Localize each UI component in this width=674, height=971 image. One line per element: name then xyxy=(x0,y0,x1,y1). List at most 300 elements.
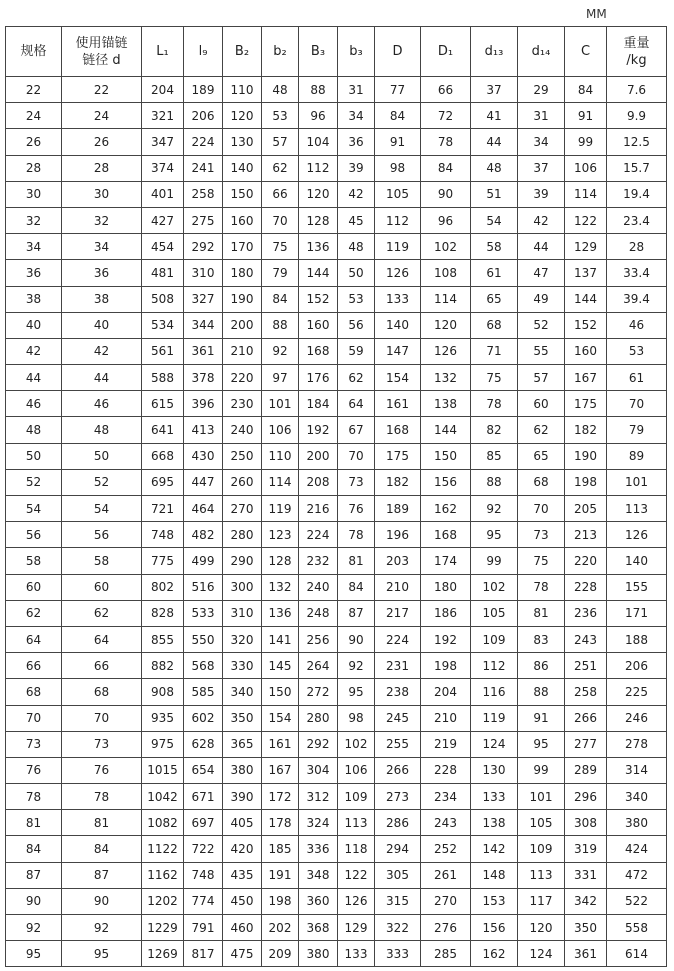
table-cell: 641 xyxy=(142,417,184,443)
table-cell: 200 xyxy=(223,312,262,338)
table-cell: 331 xyxy=(565,862,607,888)
table-cell: 1082 xyxy=(142,810,184,836)
table-cell: 81 xyxy=(6,810,62,836)
table-cell: 360 xyxy=(299,888,338,914)
table-cell: 1162 xyxy=(142,862,184,888)
table-cell: 128 xyxy=(299,207,338,233)
table-row xyxy=(6,103,667,129)
table-cell: 224 xyxy=(375,626,421,652)
table-cell: 209 xyxy=(262,941,299,967)
table-cell: 81 xyxy=(518,600,565,626)
table-cell: 30 xyxy=(6,181,62,207)
table-cell: 64 xyxy=(6,626,62,652)
table-cell: 340 xyxy=(223,679,262,705)
table-row xyxy=(6,286,667,312)
table-cell: 12.5 xyxy=(607,129,667,155)
table-row xyxy=(6,469,667,495)
table-cell: 90 xyxy=(6,888,62,914)
table-cell: 133 xyxy=(375,286,421,312)
table-row xyxy=(6,77,667,103)
table-cell: 84 xyxy=(421,155,471,181)
table-cell: 155 xyxy=(607,574,667,600)
table-cell: 270 xyxy=(223,496,262,522)
table-cell: 192 xyxy=(299,417,338,443)
table-cell: 342 xyxy=(565,888,607,914)
table-cell: 50 xyxy=(6,443,62,469)
table-cell: 182 xyxy=(375,469,421,495)
table-cell: 73 xyxy=(338,469,375,495)
table-cell: 101 xyxy=(262,391,299,417)
table-cell: 96 xyxy=(421,207,471,233)
table-cell: 28 xyxy=(6,155,62,181)
table-cell: 238 xyxy=(375,679,421,705)
table-cell: 119 xyxy=(375,234,421,260)
table-cell: 45 xyxy=(338,207,375,233)
table-cell: 454 xyxy=(142,234,184,260)
table-cell: 156 xyxy=(471,915,518,941)
specification-table xyxy=(5,26,667,967)
table-cell: 721 xyxy=(142,496,184,522)
table-cell: 144 xyxy=(565,286,607,312)
table-cell: 1202 xyxy=(142,888,184,914)
table-cell: 319 xyxy=(565,836,607,862)
table-cell: 380 xyxy=(299,941,338,967)
table-cell: 88 xyxy=(518,679,565,705)
table-cell: 241 xyxy=(184,155,223,181)
table-cell: 192 xyxy=(421,626,471,652)
table-cell: 320 xyxy=(223,626,262,652)
table-cell: 333 xyxy=(375,941,421,967)
table-cell: 380 xyxy=(607,810,667,836)
table-cell: 138 xyxy=(471,810,518,836)
table-cell: 56 xyxy=(62,522,142,548)
table-cell: 96 xyxy=(299,103,338,129)
table-cell: 19.4 xyxy=(607,181,667,207)
table-cell: 109 xyxy=(471,626,518,652)
table-cell: 95 xyxy=(62,941,142,967)
table-cell: 52 xyxy=(6,469,62,495)
table-cell: 109 xyxy=(518,836,565,862)
table-cell: 75 xyxy=(262,234,299,260)
table-cell: 110 xyxy=(262,443,299,469)
table-cell: 1122 xyxy=(142,836,184,862)
table-cell: 286 xyxy=(375,810,421,836)
table-cell: 61 xyxy=(471,260,518,286)
table-cell: 102 xyxy=(421,234,471,260)
table-cell: 508 xyxy=(142,286,184,312)
table-cell: 26 xyxy=(6,129,62,155)
table-row xyxy=(6,338,667,364)
table-cell: 185 xyxy=(262,836,299,862)
table-cell: 108 xyxy=(421,260,471,286)
table-cell: 168 xyxy=(299,338,338,364)
table-cell: 15.7 xyxy=(607,155,667,181)
table-cell: 252 xyxy=(421,836,471,862)
table-cell: 224 xyxy=(299,522,338,548)
table-cell: 122 xyxy=(338,862,375,888)
table-cell: 270 xyxy=(421,888,471,914)
table-cell: 66 xyxy=(62,653,142,679)
table-cell: 132 xyxy=(262,574,299,600)
table-cell: 67 xyxy=(338,417,375,443)
table-cell: 184 xyxy=(299,391,338,417)
table-cell: 87 xyxy=(6,862,62,888)
table-cell: 105 xyxy=(375,181,421,207)
table-cell: 24 xyxy=(62,103,142,129)
table-cell: 86 xyxy=(518,653,565,679)
column-header: D₁ xyxy=(421,27,471,77)
table-cell: 92 xyxy=(338,653,375,679)
table-cell: 817 xyxy=(184,941,223,967)
table-cell: 58 xyxy=(62,548,142,574)
table-cell: 260 xyxy=(223,469,262,495)
table-cell: 34 xyxy=(518,129,565,155)
table-cell: 220 xyxy=(565,548,607,574)
table-cell: 132 xyxy=(421,365,471,391)
table-cell: 289 xyxy=(565,757,607,783)
table-cell: 138 xyxy=(421,391,471,417)
table-cell: 460 xyxy=(223,915,262,941)
table-cell: 81 xyxy=(62,810,142,836)
table-cell: 70 xyxy=(262,207,299,233)
table-cell: 198 xyxy=(421,653,471,679)
table-cell: 336 xyxy=(299,836,338,862)
table-cell: 305 xyxy=(375,862,421,888)
table-cell: 22 xyxy=(6,77,62,103)
table-cell: 120 xyxy=(421,312,471,338)
table-cell: 140 xyxy=(375,312,421,338)
table-cell: 56 xyxy=(6,522,62,548)
table-cell: 53 xyxy=(262,103,299,129)
table-cell: 292 xyxy=(299,731,338,757)
table-cell: 516 xyxy=(184,574,223,600)
table-cell: 57 xyxy=(518,365,565,391)
table-cell: 278 xyxy=(607,731,667,757)
table-cell: 348 xyxy=(299,862,338,888)
table-row xyxy=(6,915,667,941)
table-cell: 39 xyxy=(518,181,565,207)
table-cell: 140 xyxy=(607,548,667,574)
column-header: C xyxy=(565,27,607,77)
table-cell: 70 xyxy=(607,391,667,417)
table-cell: 68 xyxy=(471,312,518,338)
unit-label: MM xyxy=(586,7,607,21)
table-cell: 482 xyxy=(184,522,223,548)
table-cell: 84 xyxy=(338,574,375,600)
table-cell: 290 xyxy=(223,548,262,574)
table-cell: 450 xyxy=(223,888,262,914)
table-row xyxy=(6,443,667,469)
table-cell: 243 xyxy=(421,810,471,836)
column-header: D xyxy=(375,27,421,77)
table-row xyxy=(6,234,667,260)
table-cell: 142 xyxy=(471,836,518,862)
table-cell: 78 xyxy=(62,784,142,810)
table-cell: 272 xyxy=(299,679,338,705)
table-cell: 42 xyxy=(518,207,565,233)
table-cell: 102 xyxy=(471,574,518,600)
table-cell: 52 xyxy=(518,312,565,338)
table-cell: 137 xyxy=(565,260,607,286)
table-cell: 42 xyxy=(6,338,62,364)
table-cell: 40 xyxy=(62,312,142,338)
table-cell: 24 xyxy=(6,103,62,129)
table-cell: 178 xyxy=(262,810,299,836)
table-cell: 255 xyxy=(375,731,421,757)
table-cell: 350 xyxy=(223,705,262,731)
table-cell: 60 xyxy=(62,574,142,600)
table-cell: 882 xyxy=(142,653,184,679)
table-cell: 73 xyxy=(62,731,142,757)
table-cell: 70 xyxy=(518,496,565,522)
table-cell: 1269 xyxy=(142,941,184,967)
table-cell: 243 xyxy=(565,626,607,652)
table-cell: 324 xyxy=(299,810,338,836)
table-cell: 64 xyxy=(338,391,375,417)
table-cell: 36 xyxy=(338,129,375,155)
table-cell: 109 xyxy=(338,784,375,810)
table-cell: 49 xyxy=(518,286,565,312)
table-cell: 31 xyxy=(518,103,565,129)
table-cell: 52 xyxy=(62,469,142,495)
table-cell: 66 xyxy=(262,181,299,207)
table-cell: 40 xyxy=(6,312,62,338)
table-row xyxy=(6,862,667,888)
table-cell: 246 xyxy=(607,705,667,731)
table-cell: 378 xyxy=(184,365,223,391)
table-cell: 225 xyxy=(607,679,667,705)
table-cell: 95 xyxy=(338,679,375,705)
table-cell: 32 xyxy=(6,207,62,233)
table-cell: 110 xyxy=(223,77,262,103)
table-cell: 191 xyxy=(262,862,299,888)
table-cell: 213 xyxy=(565,522,607,548)
table-cell: 112 xyxy=(299,155,338,181)
table-row xyxy=(6,731,667,757)
table-cell: 275 xyxy=(184,207,223,233)
table-cell: 264 xyxy=(299,653,338,679)
table-cell: 136 xyxy=(299,234,338,260)
table-cell: 280 xyxy=(223,522,262,548)
table-cell: 361 xyxy=(565,941,607,967)
table-cell: 420 xyxy=(223,836,262,862)
table-cell: 182 xyxy=(565,417,607,443)
table-cell: 79 xyxy=(607,417,667,443)
table-cell: 130 xyxy=(223,129,262,155)
table-cell: 48 xyxy=(6,417,62,443)
table-row xyxy=(6,129,667,155)
table-cell: 401 xyxy=(142,181,184,207)
table-cell: 38 xyxy=(6,286,62,312)
table-cell: 105 xyxy=(471,600,518,626)
table-cell: 802 xyxy=(142,574,184,600)
table-cell: 98 xyxy=(375,155,421,181)
table-cell: 668 xyxy=(142,443,184,469)
table-row xyxy=(6,679,667,705)
table-cell: 176 xyxy=(299,365,338,391)
table-cell: 228 xyxy=(421,757,471,783)
table-cell: 92 xyxy=(262,338,299,364)
table-cell: 76 xyxy=(338,496,375,522)
table-cell: 50 xyxy=(338,260,375,286)
table-cell: 189 xyxy=(184,77,223,103)
table-cell: 95 xyxy=(471,522,518,548)
table-cell: 170 xyxy=(223,234,262,260)
column-header: l₉ xyxy=(184,27,223,77)
table-cell: 161 xyxy=(375,391,421,417)
table-cell: 64 xyxy=(62,626,142,652)
table-cell: 330 xyxy=(223,653,262,679)
table-row xyxy=(6,600,667,626)
table-cell: 37 xyxy=(518,155,565,181)
table-cell: 550 xyxy=(184,626,223,652)
table-cell: 224 xyxy=(184,129,223,155)
table-cell: 312 xyxy=(299,784,338,810)
table-cell: 153 xyxy=(471,888,518,914)
table-cell: 54 xyxy=(471,207,518,233)
table-cell: 42 xyxy=(338,181,375,207)
header-row xyxy=(6,27,667,77)
table-cell: 568 xyxy=(184,653,223,679)
table-cell: 204 xyxy=(142,77,184,103)
table-cell: 66 xyxy=(6,653,62,679)
table-cell: 68 xyxy=(518,469,565,495)
table-cell: 60 xyxy=(6,574,62,600)
table-cell: 273 xyxy=(375,784,421,810)
table-cell: 210 xyxy=(421,705,471,731)
table-cell: 144 xyxy=(299,260,338,286)
table-cell: 152 xyxy=(299,286,338,312)
table-cell: 266 xyxy=(565,705,607,731)
table-cell: 141 xyxy=(262,626,299,652)
table-row xyxy=(6,312,667,338)
table-cell: 122 xyxy=(565,207,607,233)
table-cell: 190 xyxy=(565,443,607,469)
table-cell: 102 xyxy=(338,731,375,757)
table-cell: 113 xyxy=(518,862,565,888)
table-row xyxy=(6,705,667,731)
table-cell: 196 xyxy=(375,522,421,548)
table-cell: 775 xyxy=(142,548,184,574)
table-cell: 390 xyxy=(223,784,262,810)
table-cell: 101 xyxy=(518,784,565,810)
table-cell: 91 xyxy=(565,103,607,129)
table-cell: 175 xyxy=(565,391,607,417)
table-cell: 148 xyxy=(471,862,518,888)
table-cell: 855 xyxy=(142,626,184,652)
table-cell: 791 xyxy=(184,915,223,941)
table-cell: 277 xyxy=(565,731,607,757)
table-row xyxy=(6,260,667,286)
table-cell: 83 xyxy=(518,626,565,652)
table-cell: 98 xyxy=(338,705,375,731)
table-cell: 106 xyxy=(565,155,607,181)
table-cell: 396 xyxy=(184,391,223,417)
table-cell: 78 xyxy=(518,574,565,600)
table-cell: 58 xyxy=(6,548,62,574)
table-row xyxy=(6,888,667,914)
table-cell: 232 xyxy=(299,548,338,574)
table-cell: 90 xyxy=(338,626,375,652)
table-cell: 126 xyxy=(375,260,421,286)
table-row xyxy=(6,522,667,548)
table-cell: 97 xyxy=(262,365,299,391)
table-cell: 34 xyxy=(62,234,142,260)
table-cell: 258 xyxy=(565,679,607,705)
table-cell: 695 xyxy=(142,469,184,495)
table-cell: 588 xyxy=(142,365,184,391)
table-cell: 68 xyxy=(62,679,142,705)
table-cell: 44 xyxy=(518,234,565,260)
table-cell: 50 xyxy=(62,443,142,469)
table-cell: 112 xyxy=(471,653,518,679)
table-cell: 230 xyxy=(223,391,262,417)
table-cell: 154 xyxy=(375,365,421,391)
table-cell: 118 xyxy=(338,836,375,862)
table-cell: 73 xyxy=(518,522,565,548)
table-cell: 117 xyxy=(518,888,565,914)
table-cell: 104 xyxy=(299,129,338,155)
table-cell: 292 xyxy=(184,234,223,260)
table-cell: 285 xyxy=(421,941,471,967)
table-cell: 499 xyxy=(184,548,223,574)
table-cell: 48 xyxy=(471,155,518,181)
table-row xyxy=(6,155,667,181)
table-cell: 82 xyxy=(471,417,518,443)
table-cell: 168 xyxy=(375,417,421,443)
table-cell: 84 xyxy=(62,836,142,862)
table-cell: 533 xyxy=(184,600,223,626)
table-cell: 240 xyxy=(299,574,338,600)
table-cell: 23.4 xyxy=(607,207,667,233)
table-cell: 261 xyxy=(421,862,471,888)
table-cell: 202 xyxy=(262,915,299,941)
table-cell: 314 xyxy=(607,757,667,783)
table-cell: 46 xyxy=(607,312,667,338)
table-cell: 92 xyxy=(6,915,62,941)
table-cell: 180 xyxy=(421,574,471,600)
table-cell: 66 xyxy=(421,77,471,103)
table-cell: 75 xyxy=(471,365,518,391)
table-cell: 106 xyxy=(262,417,299,443)
table-cell: 37 xyxy=(471,77,518,103)
table-cell: 29 xyxy=(518,77,565,103)
table-cell: 140 xyxy=(223,155,262,181)
table-cell: 116 xyxy=(471,679,518,705)
table-row xyxy=(6,574,667,600)
table-cell: 126 xyxy=(421,338,471,364)
table-cell: 44 xyxy=(6,365,62,391)
table-cell: 154 xyxy=(262,705,299,731)
table-cell: 48 xyxy=(262,77,299,103)
table-cell: 58 xyxy=(471,234,518,260)
table-cell: 190 xyxy=(223,286,262,312)
table-cell: 435 xyxy=(223,862,262,888)
table-cell: 124 xyxy=(518,941,565,967)
table-cell: 774 xyxy=(184,888,223,914)
table-row xyxy=(6,181,667,207)
table-cell: 113 xyxy=(607,496,667,522)
table-cell: 236 xyxy=(565,600,607,626)
table-cell: 99 xyxy=(471,548,518,574)
table-cell: 62 xyxy=(262,155,299,181)
table-cell: 171 xyxy=(607,600,667,626)
column-header: b₂ xyxy=(262,27,299,77)
table-cell: 168 xyxy=(421,522,471,548)
table-cell: 65 xyxy=(518,443,565,469)
table-cell: 167 xyxy=(565,365,607,391)
table-cell: 250 xyxy=(223,443,262,469)
